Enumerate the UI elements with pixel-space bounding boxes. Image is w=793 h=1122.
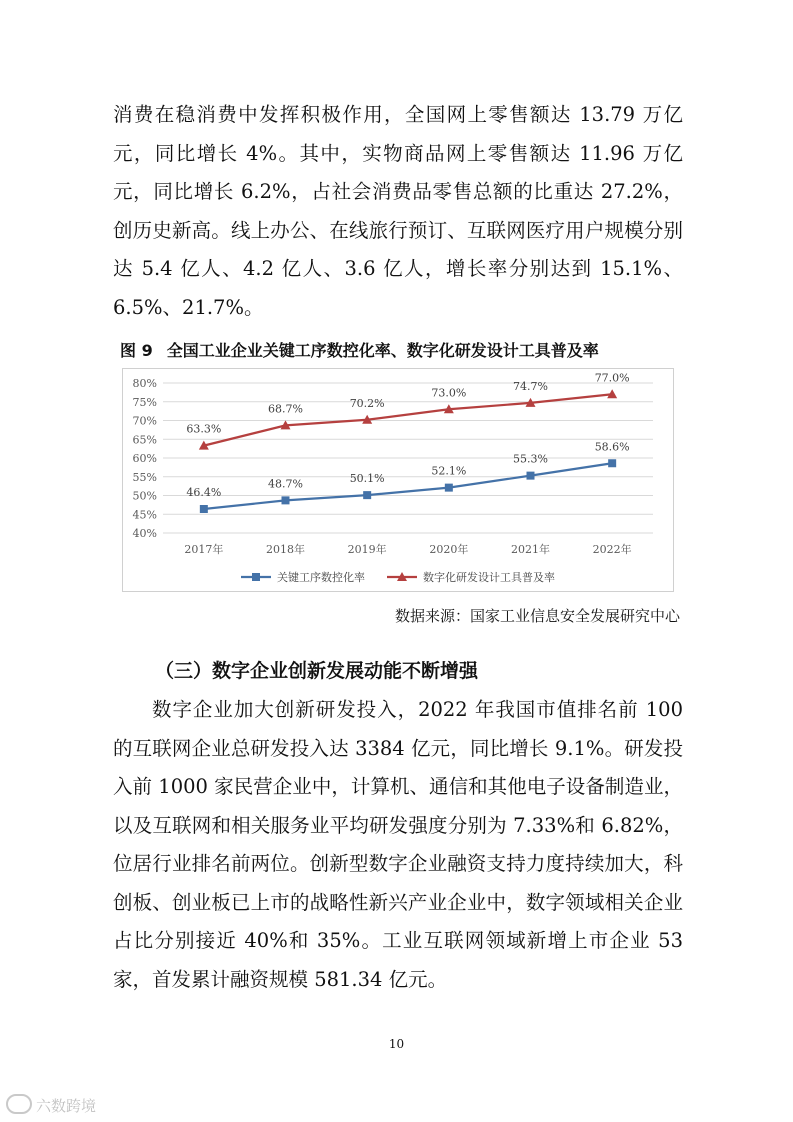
chart-canvas (123, 369, 673, 591)
y-tick-label: 40% (132, 527, 157, 540)
data-point (608, 459, 616, 467)
figure-title (120, 340, 720, 362)
data-label: 70.2% (349, 396, 385, 410)
data-label: 68.7% (268, 402, 303, 416)
data-point (445, 484, 453, 492)
line-chart (122, 368, 674, 592)
x-tick-label: 2022年 (592, 543, 632, 556)
x-tick-label: 2019年 (347, 543, 387, 556)
watermark-icon (6, 1094, 32, 1114)
x-tick-label: 2021年 (511, 543, 550, 556)
watermark-logo (6, 1094, 96, 1116)
x-tick-label: 2018年 (266, 543, 305, 556)
data-label: 55.3% (513, 452, 548, 466)
y-tick-label: 60% (132, 452, 157, 465)
data-label: 50.1% (349, 472, 385, 486)
data-point (200, 505, 208, 513)
data-label: 46.4% (186, 486, 222, 499)
data-point (282, 496, 290, 504)
data-label: 58.6% (594, 440, 630, 454)
y-tick-label: 70% (132, 414, 157, 428)
data-label: 73.0% (431, 386, 467, 400)
legend-marker (252, 573, 260, 581)
y-tick-label: 65% (132, 433, 157, 447)
y-tick-label: 80% (132, 377, 157, 390)
body-paragraph-2: 数字企业加大创新研发投入，2022 年我国市值排名前 100 的互联网企业总研发投入达 3384 亿元，同比增长 9.1%。研发投入前 1000 家民营企业中，计算机、通信和其他电子设备制造业，以及互联网和相关服务业平均研发强度分别为 7.33%和 6.82%，位居行业排名前两位。创新型数字企业融资支持力度持续加大，科创板、创业板已上市的战略性新兴产业企业中，数字领域相关企业占比分别接近 40%和 35%。工业互联网领域新增上市企业 53 家，首发累计融资规模 581.34 亿元。 (113, 698, 683, 991)
figure-caption: 全国工业企业关键工序数控化率、数字化研发设计工具普及率 (166, 341, 599, 360)
figure-number: 图 9 (120, 341, 153, 360)
x-tick-label: 2017年 (184, 543, 224, 556)
y-tick-label: 55% (132, 470, 157, 484)
data-point (527, 472, 535, 480)
y-tick-label: 50% (132, 489, 157, 503)
y-tick-label: 45% (132, 508, 157, 522)
data-label: 48.7% (268, 477, 303, 491)
section-heading: （三）数字企业创新发展动能不断增强 (155, 660, 479, 682)
data-label: 52.1% (431, 464, 467, 478)
data-label: 63.3% (186, 422, 222, 436)
legend-label: 数字化研发设计工具普及率 (423, 571, 555, 584)
data-label: 74.7% (513, 379, 548, 393)
series-line (204, 463, 612, 509)
data-label: 77.0% (594, 371, 630, 385)
data-source-note: 数据来源：国家工业信息安全发展研究中心 (394, 607, 680, 625)
page-number: 10 (388, 1037, 405, 1051)
x-tick-label: 2020年 (429, 543, 469, 556)
legend-label: 关键工序数控化率 (277, 571, 365, 584)
y-tick-label: 75% (132, 395, 157, 409)
data-point (363, 491, 371, 499)
watermark-text: 六数跨境 (36, 1097, 97, 1115)
body-paragraph-1: 消费在稳消费中发挥积极作用，全国网上零售额达 13.79 万亿元，同比增长 4%。其中，实物商品网上零售额达 11.96 万亿元，同比增长 6.2%，占社会消费品零售总额的比重达 27.2%，创历史新高。线上办公、在线旅行预订、互联网医疗用户规模分别达 5.4 亿人、4.2 亿人、3.6 亿人，增长率分别达到 15.1%、6.5%、21.7%。 (113, 103, 683, 319)
